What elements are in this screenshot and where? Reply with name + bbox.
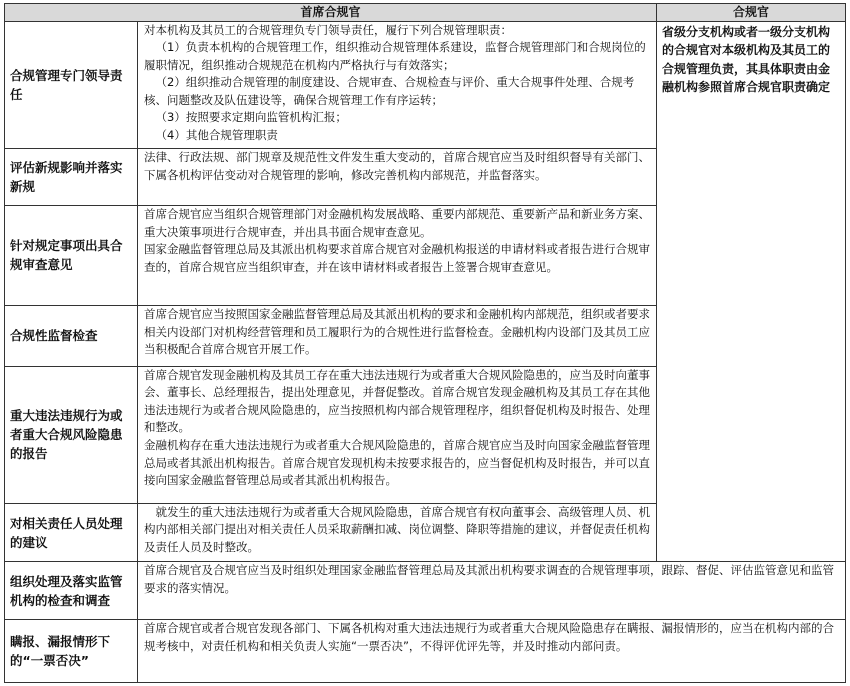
row-label: 针对规定事项出具合规审查意见: [5, 206, 138, 306]
row-label: 组织处理及落实监管机构的检查和调查: [5, 562, 138, 620]
row-content: [138, 366, 657, 503]
row-label: 对相关责任人员处理的建议: [5, 503, 138, 562]
content-paragraph: 法律、行政法规、部门规章及规范性文件发生重大变动的，首席合规官应当及时组织督导有关部门、下属各机构评估变动对合规管理的影响，修改完善机构内部规范，并监督落实。: [144, 150, 650, 182]
content-paragraph: 就发生的重大违法违规行为或者重大合规风险隐患，首席合规官有权向董事会、高级管理人员、机构内部相关部门提出对相关责任人员采取薪酬扣减、岗位调整、降职等措施的建议，并督促责任机构及责任人员及时整改。: [144, 504, 650, 554]
row-label: 合规管理专门领导责任: [5, 21, 138, 149]
compliance-table-wrapper: [4, 3, 845, 683]
row-label: 瞒报、漏报情形下的“一票否决”: [5, 620, 138, 683]
header-row: [5, 4, 846, 22]
compliance-duties-table: [4, 3, 846, 683]
row-content: [138, 562, 846, 620]
row-content: [138, 206, 657, 306]
content-paragraph: 首席合规官及合规官应当及时组织处理国家金融监督管理总局及其派出机构要求调查的合规管理事项，跟踪、督促、评估监管意见和监管要求的落实情况。: [144, 563, 834, 595]
row-content: [138, 503, 657, 562]
row-label: 重大违法违规行为或者重大合规风险隐患的报告: [5, 366, 138, 503]
content-paragraph: 首席合规官应当按照国家金融监督管理总局及其派出机构的要求和金融机构内部规范，组织或者要求相关内设部门对机构经营管理和员工履职行为的合规性进行监督检查。金融机构内设部门及其员工应当积极配合首席合规官开展工作。: [144, 306, 650, 357]
compliance-officer-header: 合规官: [657, 4, 846, 22]
row-label: 评估新规影响并落实新规: [5, 149, 138, 206]
content-paragraph: （4）其他合规管理职责: [155, 128, 278, 143]
content-paragraph: 首席合规官发现金融机构及其员工存在重大违法违规行为或者重大合规风险隐患的，应当及时向董事会、董事长、总经理报告，提出处理意见，并督促整改。首席合规官发现金融机构及其员工存在其他违法违规行为或者合规风险隐患的，应当按照机构内部合规管理程序，组织督促机构及时报告、处理和整改。: [144, 367, 650, 435]
content-paragraph: （3）按照要求定期向监管机构汇报；: [155, 110, 347, 125]
row-content: [138, 149, 657, 206]
content-paragraph: （1）负责本机构的合规管理工作，组织推动合规管理体系建设，监督合规管理部门和合规岗位的履职情况，组织推动合规规范在机构内严格执行与有效落实；: [144, 40, 646, 72]
table-row: [5, 562, 846, 620]
row-label: 合规性监督检查: [5, 305, 138, 366]
content-paragraph: 首席合规官或者合规官发现各部门、下属各机构对重大违法违规行为或者重大合规风险隐患存在瞒报、漏报情形的，应当在机构内部的合规考核中，对责任机构和相关负责人实施“一票否决”，不得评优评先等，并及时推动内部问责。: [144, 621, 834, 653]
table-row: [5, 620, 846, 683]
content-paragraph: 首席合规官应当组织合规管理部门对金融机构发展战略、重要内部规范、重要新产品和新业务方案、重大决策事项进行合规审查，并出具书面合规审查意见。: [144, 207, 650, 239]
row-content: [138, 305, 657, 366]
chief-compliance-officer-header: 首席合规官: [5, 4, 657, 22]
compliance-officer-responsibility: 省级分支机构或者一级分支机构的合规官对本级机构及其员工的合规管理负责，其具体职责由金融机构参照首席合规官职责确定: [657, 21, 846, 562]
content-paragraph: （2）组织推动合规管理的制度建设、合规审查、合规检查与评价、重大合规事件处理、合规考核、问题整改及队伍建设等，确保合规管理工作有序运转；: [144, 75, 635, 107]
content-paragraph: 国家金融监督管理总局及其派出机构要求首席合规官对金融机构报送的申请材料或者报告进行合规审查的，首席合规官应当组织审查，并在该申请材料或者报告上签署合规审查意见。: [144, 242, 650, 274]
table-row: [5, 21, 846, 149]
row-content: [138, 21, 657, 149]
row-content: [138, 620, 846, 683]
content-paragraph: 金融机构存在重大违法违规行为或者重大合规风险隐患的，首席合规官应当及时向国家金融监督管理总局或者其派出机构报告。首席合规官发现机构未按要求报告的，应当督促机构及时报告，并可以直接向国家金融监督管理总局或者其派出机构报告。: [144, 438, 650, 488]
content-paragraph: 对本机构及其员工的合规管理负专门领导责任，履行下列合规管理职责：: [144, 22, 512, 37]
